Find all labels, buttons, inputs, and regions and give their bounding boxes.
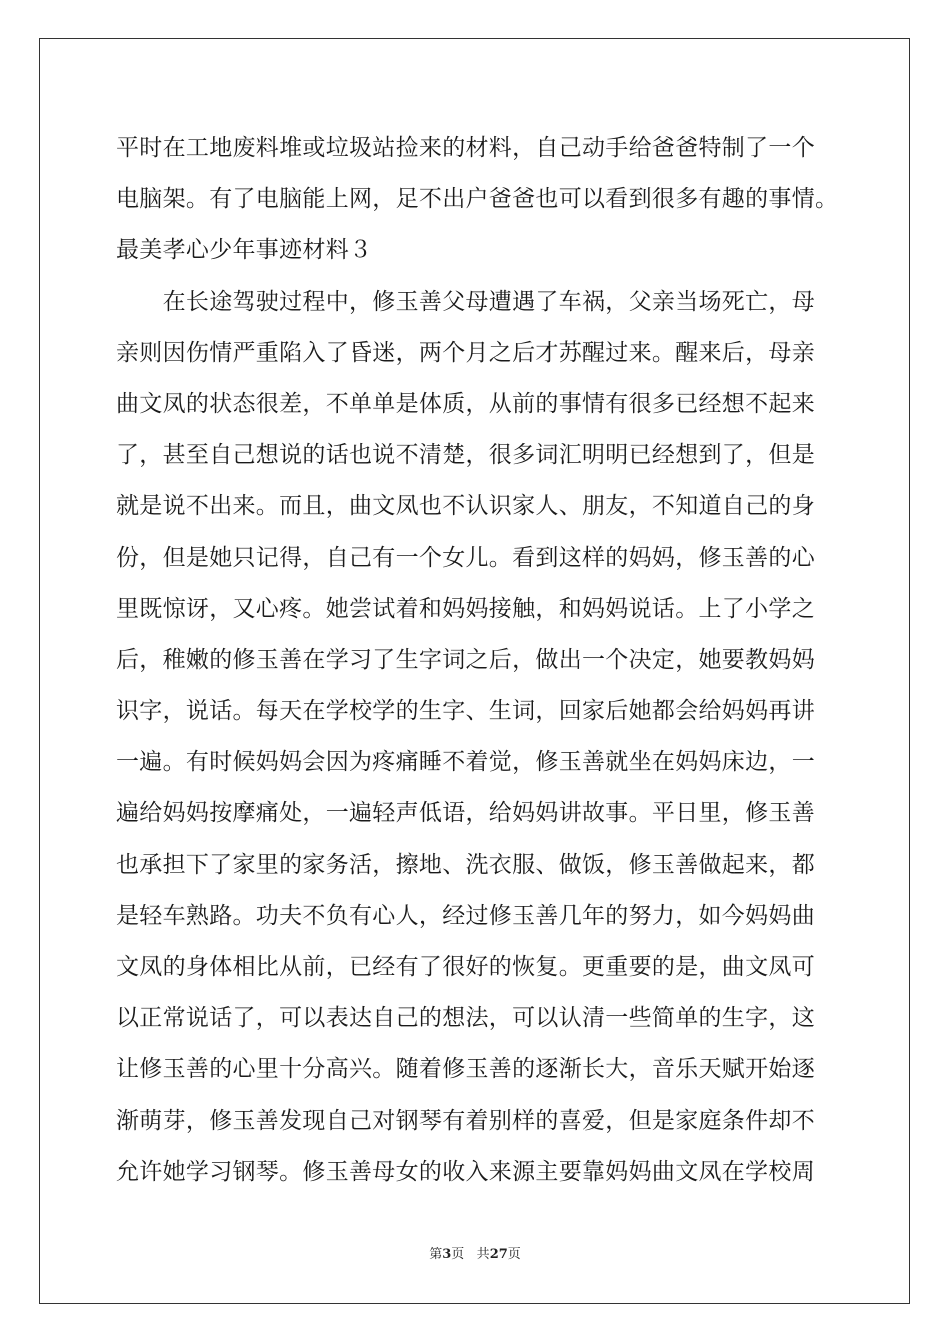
text-line: 亲则因伤情严重陷入了昏迷，两个月之后才苏醒过来。醒来后，母亲 [116,339,815,366]
text-line: 一遍。有时候妈妈会因为疼痛睡不着觉，修玉善就坐在妈妈床边，一 [116,749,815,776]
total-page-count: 27 [489,1247,508,1262]
text-line: 里既惊讶，又心疼。她尝试着和妈妈接触，和妈妈说话。上了小学之 [116,595,815,622]
text-line: 识字，说话。每天在学校学的生字、生词，回家后她都会给妈妈再讲 [116,698,815,725]
text-line: 允许她学习钢琴。修玉善母女的收入来源主要靠妈妈曲文凤在学校周 [116,1158,815,1185]
text-line: 份，但是她只记得，自己有一个女儿。看到这样的妈妈，修玉善的心 [116,544,815,571]
text-line: 后，稚嫩的修玉善在学习了生字词之后，做出一个决定，她要教妈妈 [116,646,815,673]
current-page-number: 3 [442,1247,452,1262]
page-footer [0,1247,950,1263]
total-prefix: 共 [476,1247,490,1262]
text-line: 电脑架。有了电脑能上网，足不出户爸爸也可以看到很多有趣的事情。 [116,186,839,213]
page-prefix: 第 [429,1247,443,1262]
document-body [116,123,839,1198]
page-unit: 页 [451,1247,465,1262]
text-line: 平时在工地废料堆或垃圾站捡来的材料，自己动手给爸爸特制了一个 [116,135,815,161]
text-line: 让修玉善的心里十分高兴。随着修玉善的逐渐长大，音乐天赋开始逐 [116,1056,815,1083]
text-line: 也承担下了家里的家务活，擦地、洗衣服、做饭，修玉善做起来，都 [116,851,815,878]
text-line: 遍给妈妈按摩痛处，一遍轻声低语，给妈妈讲故事。平日里，修玉善 [116,800,815,827]
text-line: 文凤的身体相比从前，已经有了很好的恢复。更重要的是，曲文凤可 [116,954,815,980]
section-heading: 最美孝心少年事迹材料３ [116,237,373,264]
text-line: 以正常说话了，可以表达自己的想法，可以认清一些简单的生字，这 [116,1005,815,1032]
total-unit: 页 [507,1247,521,1262]
text-line: 渐萌芽，修玉善发现自己对钢琴有着别样的喜爱，但是家庭条件却不 [116,1107,815,1134]
text-line: 在长途驾驶过程中，修玉善父母遭遇了车祸，父亲当场死亡，母 [116,288,815,315]
text-line: 了，甚至自己想说的话也说不清楚，很多词汇明明已经想到了，但是 [116,442,815,469]
text-line: 曲文凤的状态很差，不单单是体质，从前的事情有很多已经想不起来 [116,390,815,417]
text-line: 是轻车熟路。功夫不负有心人，经过修玉善几年的努力，如今妈妈曲 [116,902,815,929]
text-line: 就是说不出来。而且，曲文凤也不认识家人、朋友，不知道自己的身 [116,493,815,520]
